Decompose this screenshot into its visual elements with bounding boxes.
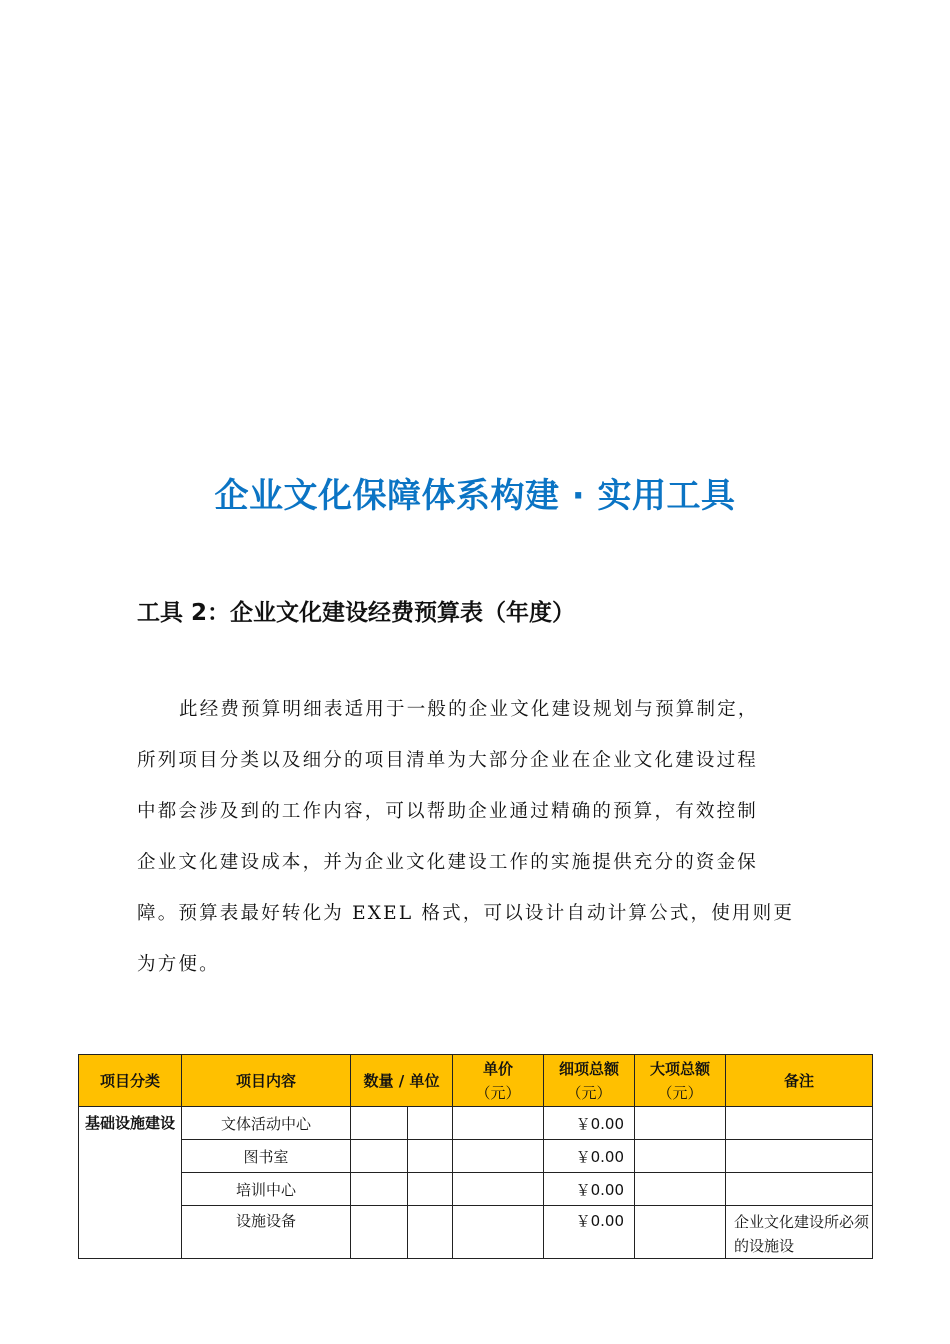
content-cell: 图书室: [182, 1140, 351, 1173]
header-content: 项目内容: [182, 1055, 351, 1107]
table-row: [79, 1107, 873, 1140]
note-cell: [726, 1173, 873, 1206]
header-unit-price-label: 单价: [482, 1059, 513, 1078]
category-cell: 基础设施建设: [79, 1107, 182, 1259]
unit-cell: [408, 1206, 453, 1259]
note-cell: [726, 1107, 873, 1140]
item-total-cell: ￥0.00: [544, 1173, 635, 1206]
content-cell: 培训中心: [182, 1173, 351, 1206]
category-total-cell: [635, 1107, 726, 1140]
header-qty-unit: 数量 / 单位: [351, 1055, 453, 1107]
tool-heading: 工具 2：企业文化建设经费预算表（年度）: [137, 600, 576, 626]
unit-cell: [408, 1140, 453, 1173]
header-category-total-label: 大项总额: [649, 1059, 710, 1078]
qty-cell: [351, 1173, 408, 1206]
header-category-total-unit: （元）: [657, 1083, 703, 1102]
intro-line: 企业文化建设成本，并为企业文化建设工作的实施提供充分的资金保: [137, 852, 759, 873]
header-note: 备注: [726, 1055, 873, 1107]
unit-price-cell: [453, 1173, 544, 1206]
table-row: [79, 1173, 873, 1206]
content-cell: 设施设备: [182, 1206, 351, 1259]
intro-paragraph: [137, 684, 817, 990]
header-unit-price: [453, 1055, 544, 1107]
content-cell: 文体活动中心: [182, 1107, 351, 1140]
header-item-total: [544, 1055, 635, 1107]
item-total-cell: ￥0.00: [544, 1107, 635, 1140]
category-total-cell: [635, 1173, 726, 1206]
unit-price-cell: [453, 1107, 544, 1140]
header-item-total-unit: （元）: [566, 1083, 612, 1102]
note-cell: [726, 1140, 873, 1173]
note-cell: 企业文化建设所必须的设施设: [726, 1206, 873, 1259]
intro-line: 中都会涉及到的工作内容，可以帮助企业通过精确的预算，有效控制: [137, 801, 759, 822]
unit-cell: [408, 1107, 453, 1140]
intro-line: 障。预算表最好转化为 EXEL 格式，可以设计自动计算公式，使用则更: [137, 903, 795, 924]
header-category: 项目分类: [79, 1055, 182, 1107]
header-category-total: [635, 1055, 726, 1107]
budget-table: [78, 1054, 873, 1259]
unit-price-cell: [453, 1206, 544, 1259]
category-total-cell: [635, 1140, 726, 1173]
header-unit-price-unit: （元）: [475, 1083, 521, 1102]
qty-cell: [351, 1140, 408, 1173]
unit-cell: [408, 1173, 453, 1206]
page-title: 企业文化保障体系构建 · 实用工具: [214, 476, 736, 516]
table-row: [79, 1140, 873, 1173]
item-total-cell: ￥0.00: [544, 1206, 635, 1259]
item-total-cell: ￥0.00: [544, 1140, 635, 1173]
intro-line: 为方便。: [137, 954, 220, 975]
header-item-total-label: 细项总额: [558, 1059, 619, 1078]
intro-line: 所列项目分类以及细分的项目清单为大部分企业在企业文化建设过程: [137, 750, 759, 771]
unit-price-cell: [453, 1140, 544, 1173]
table-header-row: [79, 1055, 873, 1107]
qty-cell: [351, 1107, 408, 1140]
qty-cell: [351, 1206, 408, 1259]
category-total-cell: [635, 1206, 726, 1259]
table-row: [79, 1206, 873, 1259]
intro-line: 此经费预算明细表适用于一般的企业文化建设规划与预算制定，: [179, 699, 759, 720]
